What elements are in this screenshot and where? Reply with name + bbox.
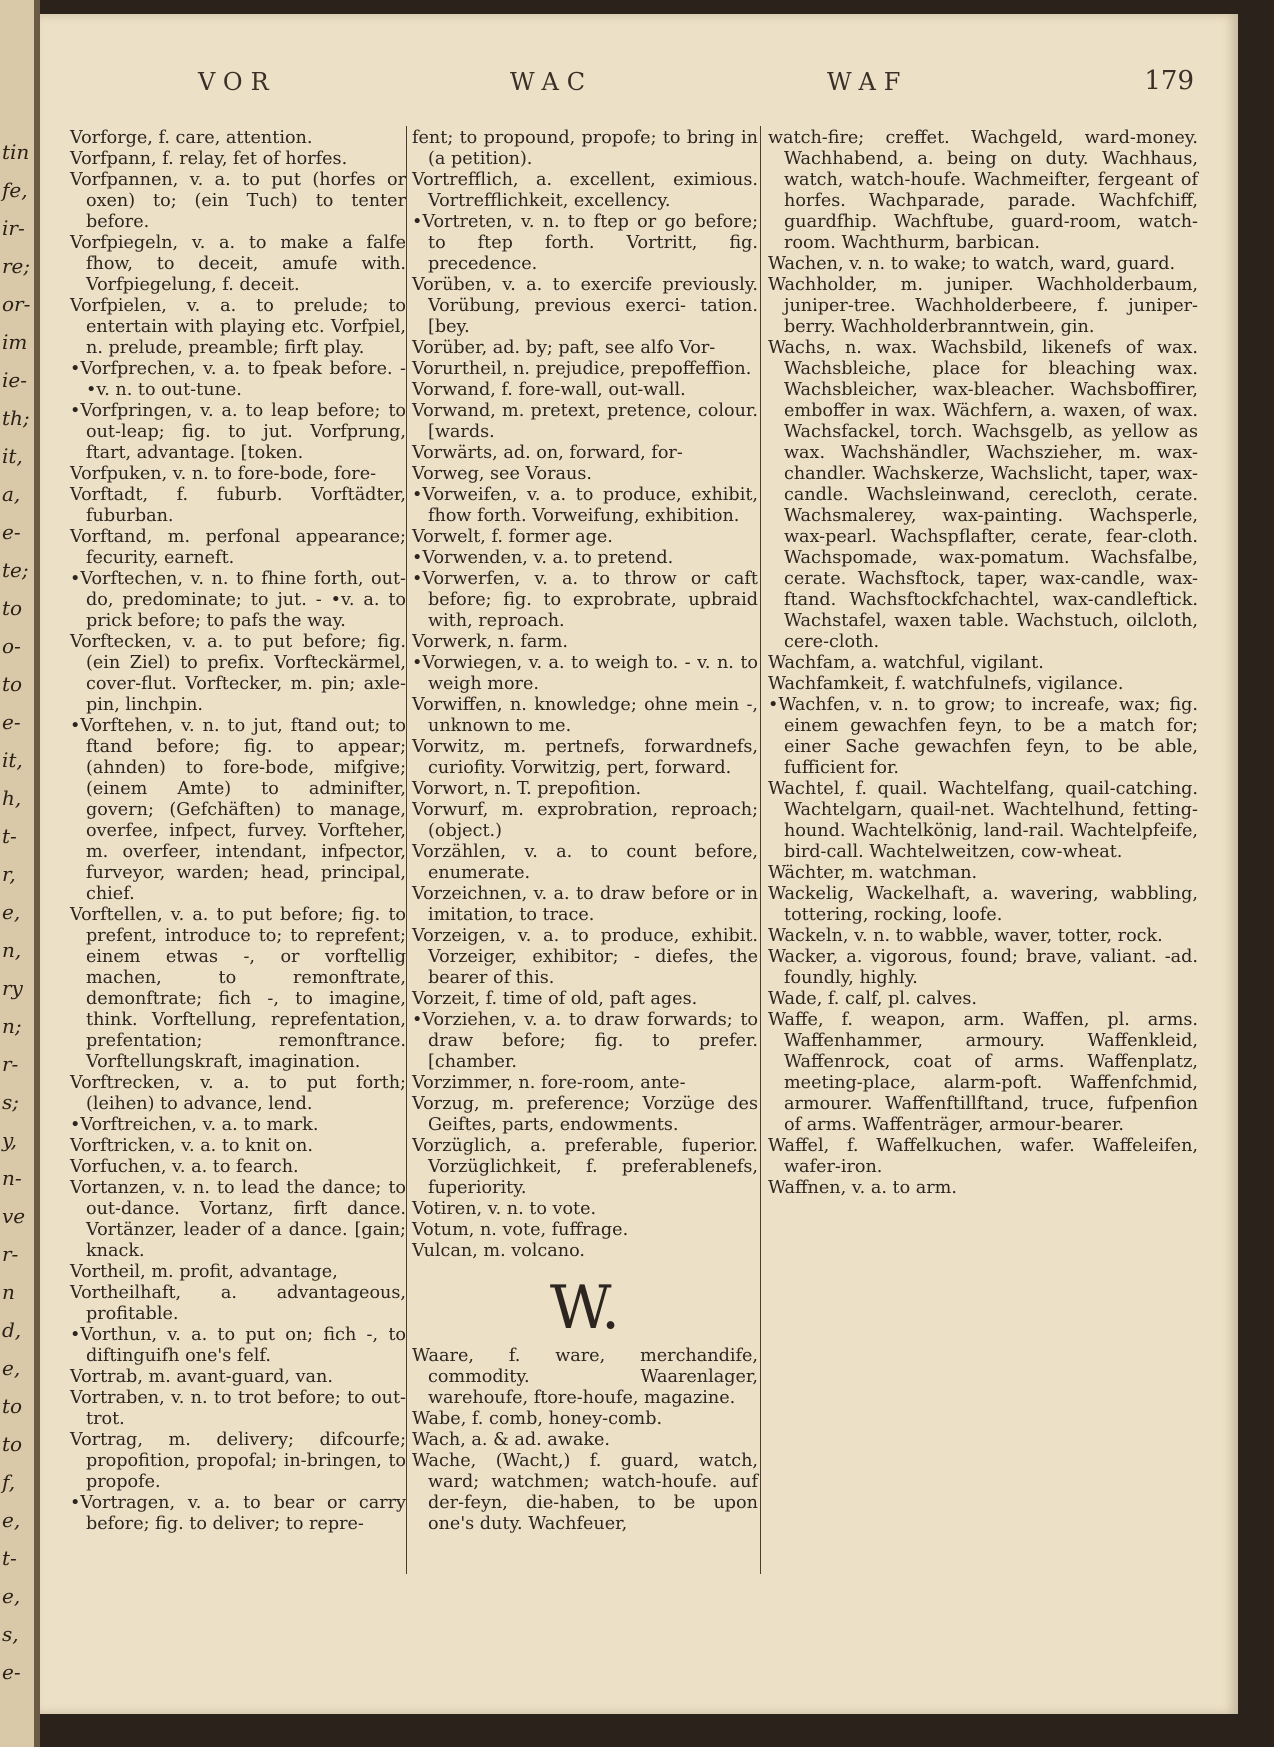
dictionary-entry: Wachfamkeit, f. watchfulnefs, vigilance.	[768, 674, 1124, 694]
left-page-fragment: e-	[2, 1660, 21, 1684]
column-rule-1	[406, 126, 407, 1574]
dictionary-entry: Vorwand, f. fore-wall, out-wall.	[412, 380, 686, 400]
header-center: WAC	[510, 68, 594, 96]
dictionary-entry: •Vorftechen, v. n. to fhine forth, out-do, predominate; to jut. - •v. a. to prick before; to pafs the way.	[70, 569, 406, 631]
dictionary-entry: Vorwärts, ad. on, forward, for-	[412, 443, 683, 463]
dictionary-entry: Vorüber, ad. by; paft, see alfo Vor-	[412, 338, 716, 358]
dictionary-entry: Vorfpannen, v. a. to put (horfes or oxen) to; (ein Tuch) to tenter before.	[70, 170, 406, 232]
left-page-fragment: te;	[2, 558, 29, 582]
header-right: WAF	[827, 68, 909, 96]
dictionary-entry: Vortrefflich, a. excellent, eximious. Vortrefflichkeit, excellency.	[412, 170, 758, 211]
dictionary-entry: Wächter, m. watchman.	[768, 863, 978, 883]
left-page-fragment: r-	[2, 1052, 19, 1076]
dictionary-entry: Vorzüglich, a. preferable, fuperior. Vorzüglichkeit, f. preferablenefs, fuperiority.	[412, 1136, 758, 1198]
left-page-fragment: h,	[2, 786, 22, 810]
left-page-fragment: to	[2, 672, 23, 696]
dictionary-entry: Vorwitz, m. pertnefs, forwardnefs, curiofity. Vorwitzig, pert, forward.	[412, 737, 758, 778]
dictionary-entry: Vorforge, f. care, attention.	[70, 128, 313, 148]
left-page-fragment: n;	[2, 1014, 22, 1038]
dictionary-entry: Vorfuchen, v. a. to fearch.	[70, 1157, 299, 1177]
column-rule-2	[760, 126, 761, 1574]
dictionary-entry: •Vorftreichen, v. a. to mark.	[70, 1115, 319, 1135]
dictionary-entry: Vorzimmer, n. fore-room, ante-	[412, 1073, 686, 1093]
dictionary-entry: Vortrag, m. delivery; difcourfe; propofition, propofal; in-bringen, to propofe.	[70, 1430, 406, 1492]
left-page-fragment: ry	[2, 976, 23, 1000]
dictionary-entry: •Vorthun, v. a. to put on; fich -, to diftinguifh one's felf.	[70, 1325, 406, 1366]
dictionary-entry: Wacker, a. vigorous, found; brave, valiant. -ad. foundly, highly.	[768, 947, 1198, 988]
dictionary-entry: •Vorwiegen, v. a. to weigh to. - v. n. to weigh more.	[412, 653, 758, 694]
dictionary-entry: Vorwort, n. T. prepofition.	[412, 779, 642, 799]
dictionary-entry: •Vorfprechen, v. a. to fpeak before. - •v. n. to out-tune.	[70, 359, 406, 400]
dictionary-entry: Vorwurf, m. exprobration, reproach; (object.)	[412, 800, 758, 841]
dictionary-entry: Wachtel, f. quail. Wachtelfang, quail-catching. Wachtelgarn, quail-net. Wachtelhund, fetting-hound. Wachtelkönig, land-rail. Wachtelpfeife, bird-call. Wachtelweitzen, cow-wheat.	[768, 779, 1198, 862]
header-left: VOR	[198, 68, 277, 96]
dictionary-page	[40, 14, 1238, 1714]
dictionary-entry: Wachholder, m. juniper. Wachholderbaum, juniper-tree. Wachholderbeere, f. juniper-berry. Wachholderbranntwein, gin.	[768, 275, 1198, 337]
left-page-fragment: e,	[2, 1584, 21, 1608]
left-page-fragment: to	[2, 1432, 23, 1456]
dictionary-entry: •Vortragen, v. a. to bear or carry before; fig. to deliver; to repre-	[70, 1493, 406, 1534]
dictionary-entry: Vorftellen, v. a. to put before; fig. to prefent, introduce to; to reprefent; einem etwas -, or vorftellig machen, to remonftrate, demonftrate; fich -, to imagine, think. Vorftellung, reprefentation, prefentation; remonftrance. Vorftellungskraft, imagination.	[70, 905, 406, 1072]
left-page-fragment: o-	[2, 634, 21, 658]
left-page-fragment: ve	[2, 1204, 26, 1228]
dictionary-entry: •Wachfen, v. n. to grow; to increafe, wax; fig. einem gewachfen feyn, to be a match for; einer Sache gewachfen feyn, to be able, fufficient for.	[768, 695, 1198, 778]
dictionary-entry: Wade, f. calf, pl. calves.	[768, 989, 978, 1009]
left-page-fragment: t-	[2, 824, 17, 848]
column-1	[70, 128, 406, 1535]
dictionary-entry: •Vorfpringen, v. a. to leap before; to out-leap; fig. to jut. Vorfprung, ftart, advantage. [token.	[70, 401, 406, 463]
dictionary-entry: watch-fire; creffet. Wachgeld, ward-money. Wachhabend, a. being on duty. Wachhaus, watch, watch-houfe. Wachmeifter, fergeant of horfes. Wachparade, parade. Wachfchiff, guardfhip. Wachftube, guard-room, watch-room. Wachthurm, barbican.	[768, 128, 1198, 253]
left-page-fragment: e,	[2, 900, 21, 924]
left-page-fragment: to	[2, 596, 23, 620]
dictionary-entry: Wachen, v. n. to wake; to watch, ward, guard.	[768, 254, 1176, 274]
left-page-fragment: f,	[2, 1470, 16, 1494]
dictionary-entry: Waffe, f. weapon, arm. Waffen, pl. arms. Waffenhammer, armoury. Waffenkleid, Waffenrock, coat of arms. Waffenplatz, meeting-place, alarm-poft. Waffenfchmid, armourer. Waffenftillftand, truce, fufpenfion of arms. Waffenträger, armour-bearer.	[768, 1010, 1198, 1135]
left-page-fragment: it,	[2, 748, 23, 772]
dictionary-entry: Vortheil, m. profit, advantage,	[70, 1262, 338, 1282]
dictionary-entry: Vorwelt, f. former age.	[412, 527, 613, 547]
dictionary-entry: Wackeln, v. n. to wabble, waver, totter, rock.	[768, 926, 1163, 946]
dictionary-entry: Vorwiffen, n. knowledge; ohne mein -, unknown to me.	[412, 695, 758, 736]
dictionary-entry: •Vortreten, v. n. to ftep or go before; to ftep forth. Vortritt, fig. precedence.	[412, 212, 758, 274]
dictionary-entry: Vorftecken, v. a. to put before; fig. (ein Ziel) to prefix. Vorfteckärmel, cover-flut. Vorftecker, m. pin; axle-pin, linchpin.	[70, 632, 406, 715]
dictionary-entry: Vorurtheil, n. prejudice, prepoffeffion.	[412, 359, 752, 379]
section-letter-w: W.	[549, 1273, 621, 1343]
dictionary-entry: Vorfpiegeln, v. a. to make a falfe fhow, to deceit, amufe with. Vorfpiegelung, f. deceit.	[70, 233, 406, 295]
left-page-fragment: n-	[2, 1166, 22, 1190]
left-page-fragment: tin	[2, 140, 30, 164]
left-page-fragment: re;	[2, 254, 31, 278]
dictionary-entry: Vorftricken, v. a. to knit on.	[70, 1136, 313, 1156]
dictionary-entry: Waffel, f. Waffelkuchen, wafer. Waffeleifen, wafer-iron.	[768, 1136, 1198, 1177]
dictionary-entry: Vorzeigen, v. a. to produce, exhibit. Vorzeiger, exhibitor; - diefes, the bearer of this.	[412, 926, 758, 988]
dictionary-entry: Vorfpann, f. relay, fet of horfes.	[70, 149, 348, 169]
left-page-fragment: r-	[2, 1242, 19, 1266]
dictionary-entry: Vorwerk, n. farm.	[412, 632, 569, 652]
dictionary-entry: Waare, f. ware, merchandife, commodity. Waarenlager, warehoufe, ftore-houfe, magazine.	[412, 1346, 758, 1408]
dictionary-entry: Vorüben, v. a. to exercife previously. Vorübung, previous exerci- tation. [bey.	[412, 275, 758, 337]
dictionary-entry: Vortanzen, v. n. to lead the dance; to out-dance. Vortanz, firft dance. Vortänzer, leader of a dance. [gain; knack.	[70, 1178, 406, 1261]
column-2	[412, 128, 758, 1535]
left-page-fragment: it,	[2, 444, 23, 468]
left-page-fragment: ir-	[2, 216, 25, 240]
left-page-fragment: r,	[2, 862, 16, 886]
dictionary-entry: Vortraben, v. n. to trot before; to out-trot.	[70, 1388, 406, 1429]
dictionary-entry: Wache, (Wacht,) f. guard, watch, ward; watchmen; watch-houfe. auf der-feyn, die-haben, to be upon one's duty. Wachfeuer,	[412, 1451, 758, 1534]
left-page-fragment: or-	[2, 292, 31, 316]
dictionary-entry: Vorftand, m. perfonal appearance; fecurity, earneft.	[70, 527, 406, 568]
left-page-fragment: t-	[2, 1546, 17, 1570]
dictionary-entry: Vorzeit, f. time of old, paft ages.	[412, 989, 698, 1009]
dictionary-entry: •Vorftehen, v. n. to jut, ftand out; to ftand before; fig. to appear; (ahnden) to fore-bode, mifgive; (einem Amte) to adminifter, govern; (Gefchäften) to manage, overfee, infpect, furvey. Vorfteher, m. overfeer, intendant, infpector, furveyor, warden; head, principal, chief.	[70, 716, 406, 904]
dictionary-entry: Vortheilhaft, a. advantageous, profitable.	[70, 1283, 406, 1324]
left-page-fragment: e,	[2, 1356, 21, 1380]
left-page-fragment: d,	[2, 1318, 22, 1342]
left-page-fragment: n,	[2, 938, 22, 962]
dictionary-entry: Vorzeichnen, v. a. to draw before or in imitation, to trace.	[412, 884, 758, 925]
dictionary-entry: Vorzählen, v. a. to count before, enumerate.	[412, 842, 758, 883]
left-page-fragment: im	[2, 330, 28, 354]
dictionary-entry: Vortrab, m. avant-guard, van.	[70, 1367, 333, 1387]
column-3	[768, 128, 1198, 1199]
dictionary-entry: Wabe, f. comb, honey-comb.	[412, 1409, 663, 1429]
dictionary-entry: •Vorwenden, v. a. to pretend.	[412, 548, 674, 568]
dictionary-entry: •Vorziehen, v. a. to draw forwards; to draw before; fig. to prefer. [chamber.	[412, 1010, 758, 1072]
dictionary-entry: Vorfpuken, v. n. to fore-bode, fore-	[70, 464, 377, 484]
dictionary-entry: Votum, n. vote, fuffrage.	[412, 1220, 629, 1240]
dictionary-entry: Wachs, n. wax. Wachsbild, likenefs of wax. Wachsbleiche, place for bleaching wax. Wachsbleicher, wax-bleacher. Wachsboffirer, emboffer in wax. Wächfern, a. waxen, of wax. Wachsfackel, torch. Wachsgelb, as yellow as wax. Wachshändler, Wachszieher, m. wax-chandler. Wachskerze, Wachslicht, taper, wax-candle. Wachsleinwand, cerecloth, cerate. Wachsmalerey, wax-painting. Wachsperle, wax-pearl. Wachspflafter, cerate, fear-cloth. Wachspomade, wax-pomatum. Wachsfalbe, cerate. Wachsftock, taper, wax-candle, wax-ftand. Wachsftockfchachtel, wax-candleftick. Wachstafel, waxen table. Wachstuch, oilcloth, cere-cloth.	[768, 338, 1198, 652]
left-page-fragment: ie-	[2, 368, 27, 392]
left-page-fragment: n	[2, 1280, 15, 1304]
dictionary-entry: •Vorweifen, v. a. to produce, exhibit, fhow forth. Vorweifung, exhibition.	[412, 485, 758, 526]
dictionary-entry: Vorwand, m. pretext, pretence, colour. [wards.	[412, 401, 758, 442]
dictionary-entry: •Vorwerfen, v. a. to throw or caft before; fig. to exprobrate, upbraid with, reproach.	[412, 569, 758, 631]
left-page-fragment: fe,	[2, 178, 28, 202]
left-page-fragment: s;	[2, 1090, 20, 1114]
dictionary-entry: fent; to propound, propofe; to bring in (a petition).	[412, 128, 758, 169]
dictionary-entry: Vorzug, m. preference; Vorzüge des Geiftes, parts, endowments.	[412, 1094, 758, 1135]
dictionary-entry: Wackelig, Wackelhaft, a. wavering, wabbling, tottering, rocking, loofe.	[768, 884, 1198, 925]
left-page-fragment: to	[2, 1394, 23, 1418]
left-page-fragment: s,	[2, 1622, 19, 1646]
left-page-fragment: e,	[2, 1508, 21, 1532]
left-page-edge	[0, 0, 40, 1747]
dictionary-entry: Votiren, v. n. to vote.	[412, 1199, 597, 1219]
dictionary-entry: Wach, a. & ad. awake.	[412, 1430, 610, 1450]
left-page-fragment: e-	[2, 520, 21, 544]
left-page-fragment: y,	[2, 1128, 17, 1152]
dictionary-entry: Vorweg, see Voraus.	[412, 464, 592, 484]
dictionary-entry: Vulcan, m. volcano.	[412, 1241, 585, 1261]
left-page-fragment: e-	[2, 710, 21, 734]
dictionary-entry: Waffnen, v. a. to arm.	[768, 1178, 957, 1198]
dictionary-entry: Vorfpielen, v. a. to prelude; to entertain with playing etc. Vorfpiel, n. prelude, preamble; firft play.	[70, 296, 406, 358]
left-page-fragment: th;	[2, 406, 30, 430]
dictionary-entry: Vorftadt, f. fuburb. Vorftädter, fuburban.	[70, 485, 406, 526]
dictionary-entry: Wachfam, a. watchful, vigilant.	[768, 653, 1044, 673]
dictionary-entry: Vorftrecken, v. a. to put forth; (leihen) to advance, lend.	[70, 1073, 406, 1114]
page-number: 179	[1144, 66, 1194, 96]
left-page-fragment: a,	[2, 482, 21, 506]
